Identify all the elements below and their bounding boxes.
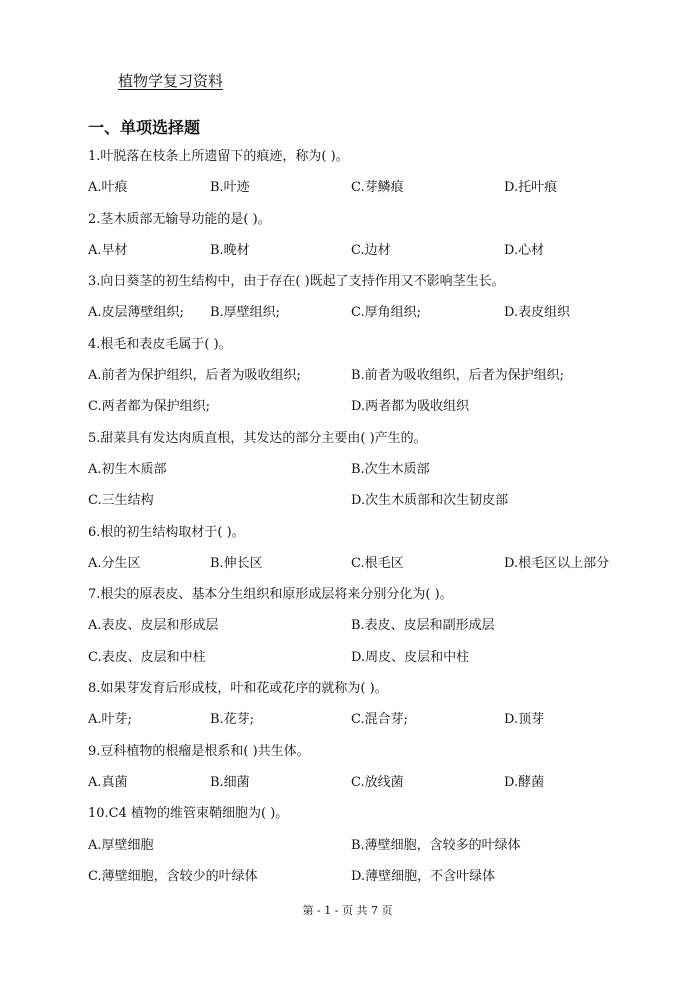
question-stem: 9.豆科植物的根瘤是根系和( )共生体。	[88, 743, 310, 759]
option-row	[88, 366, 648, 397]
question-stem: 1.叶脱落在枝条上所遗留下的痕迹，称为( )。	[88, 149, 349, 164]
option-a-text: A.表皮、皮层和形成层	[88, 618, 219, 634]
question-stem: 8.如果芽发育后形成枝，叶和花或花序的就称为( )。	[88, 681, 388, 697]
option-c-text: C.厚角组织;	[351, 305, 421, 321]
question-stem: 4.根毛和表皮毛属于( )。	[88, 336, 232, 352]
page-footer: 第 - 1 - 页 共 7 页	[302, 904, 393, 917]
option-c-text: B.表皮、皮层和副形成层	[351, 618, 495, 634]
option-a-text: A.前者为保护组织，后者为吸收组织;	[88, 368, 301, 384]
option-row	[88, 491, 648, 522]
option-d-text: D.心材	[504, 242, 545, 258]
question-stem-row	[88, 147, 648, 178]
option-c-text: C.边材	[351, 242, 391, 258]
question-stem: 2.茎木质部无输导功能的是( )。	[88, 211, 271, 227]
option-row	[88, 616, 648, 647]
option-row	[88, 867, 648, 898]
option-b-text: B.细菌	[210, 774, 250, 790]
option-a-text: C.两者都为保护组织;	[88, 399, 210, 415]
question-stem-row	[88, 523, 648, 554]
option-c-text: D.次生木质部和次生韧皮部	[351, 493, 509, 509]
option-row	[88, 554, 648, 585]
option-row	[88, 303, 648, 334]
question-stem-row	[88, 429, 648, 460]
option-b-text: B.伸长区	[210, 555, 263, 571]
question-stem: 7.根尖的原表皮、基本分生组织和原形成层将来分别分化为( )。	[88, 587, 453, 603]
option-row	[88, 710, 648, 741]
option-a-text: A.厚壁细胞	[88, 837, 154, 853]
option-row	[88, 178, 648, 209]
option-row	[88, 648, 648, 679]
question-stem-row	[88, 335, 648, 366]
option-a-text: A.早材	[88, 242, 128, 258]
question-stem-row	[88, 804, 648, 835]
question-stem: 3.向日葵茎的初生结构中，由于存在( )既起了支持作用又不影响茎生长。	[88, 274, 505, 290]
option-a-text: A.初生木质部	[88, 461, 167, 477]
option-c-text: D.两者都为吸收组织	[351, 399, 470, 415]
option-c-text: C.放线菌	[351, 774, 404, 790]
option-b-text: B.叶迹	[210, 180, 250, 196]
option-d-text: D.酵菌	[504, 774, 545, 790]
option-a-text: A.叶痕	[88, 180, 128, 196]
option-c-text: B.次生木质部	[351, 461, 430, 477]
question-stem-row	[88, 585, 648, 616]
option-d-text: D.托叶痕	[504, 180, 558, 196]
question-list	[88, 147, 648, 898]
option-c-text: D.薄壁细胞，不含叶绿体	[351, 868, 496, 884]
option-c-text: C.芽鳞痕	[351, 180, 404, 196]
option-b-text: B.花芽;	[210, 712, 255, 728]
option-row	[88, 773, 648, 804]
option-a-text: C.三生结构	[88, 493, 154, 509]
option-row	[88, 241, 648, 272]
question-stem-row	[88, 679, 648, 710]
option-c-text: C.根毛区	[351, 555, 404, 571]
question-stem-row	[88, 742, 648, 773]
option-a-text: A.皮层薄壁组织;	[88, 305, 184, 321]
option-row	[88, 460, 648, 491]
question-stem: 6.根的初生结构取材于( )。	[88, 524, 245, 540]
option-a-text: C.薄壁细胞，含较少的叶绿体	[88, 868, 258, 884]
option-a-text: A.真菌	[88, 774, 128, 790]
option-b-text: B.厚壁组织;	[210, 305, 281, 321]
option-b-text: B.晚材	[210, 242, 250, 258]
option-c-text: B.前者为吸收组织，后者为保护组织;	[351, 368, 565, 384]
question-stem-row	[88, 210, 648, 241]
option-d-text: D.根毛区以上部分	[504, 555, 610, 571]
option-d-text: D.顶芽	[504, 712, 545, 728]
document-title: 植物学复习资料	[118, 72, 224, 90]
option-c-text: B.薄壁细胞，含较多的叶绿体	[351, 837, 521, 853]
option-row	[88, 836, 648, 867]
question-stem-row	[88, 272, 648, 303]
question-stem: 10.C4 植物的维管束鞘细胞为( )。	[88, 806, 289, 822]
option-a-text: C.表皮、皮层和中柱	[88, 649, 206, 665]
option-a-text: A.叶芽;	[88, 712, 132, 728]
section-heading: 一、单项选择题	[88, 118, 201, 137]
option-a-text: A.分生区	[88, 555, 141, 571]
question-stem: 5.甜菜具有发达肉质直根，其发达的部分主要由( )产生的。	[88, 430, 427, 446]
option-c-text: D.周皮、皮层和中柱	[351, 649, 470, 665]
option-c-text: C.混合芽;	[351, 712, 408, 728]
option-d-text: D.表皮组织	[504, 305, 571, 321]
option-row	[88, 397, 648, 428]
